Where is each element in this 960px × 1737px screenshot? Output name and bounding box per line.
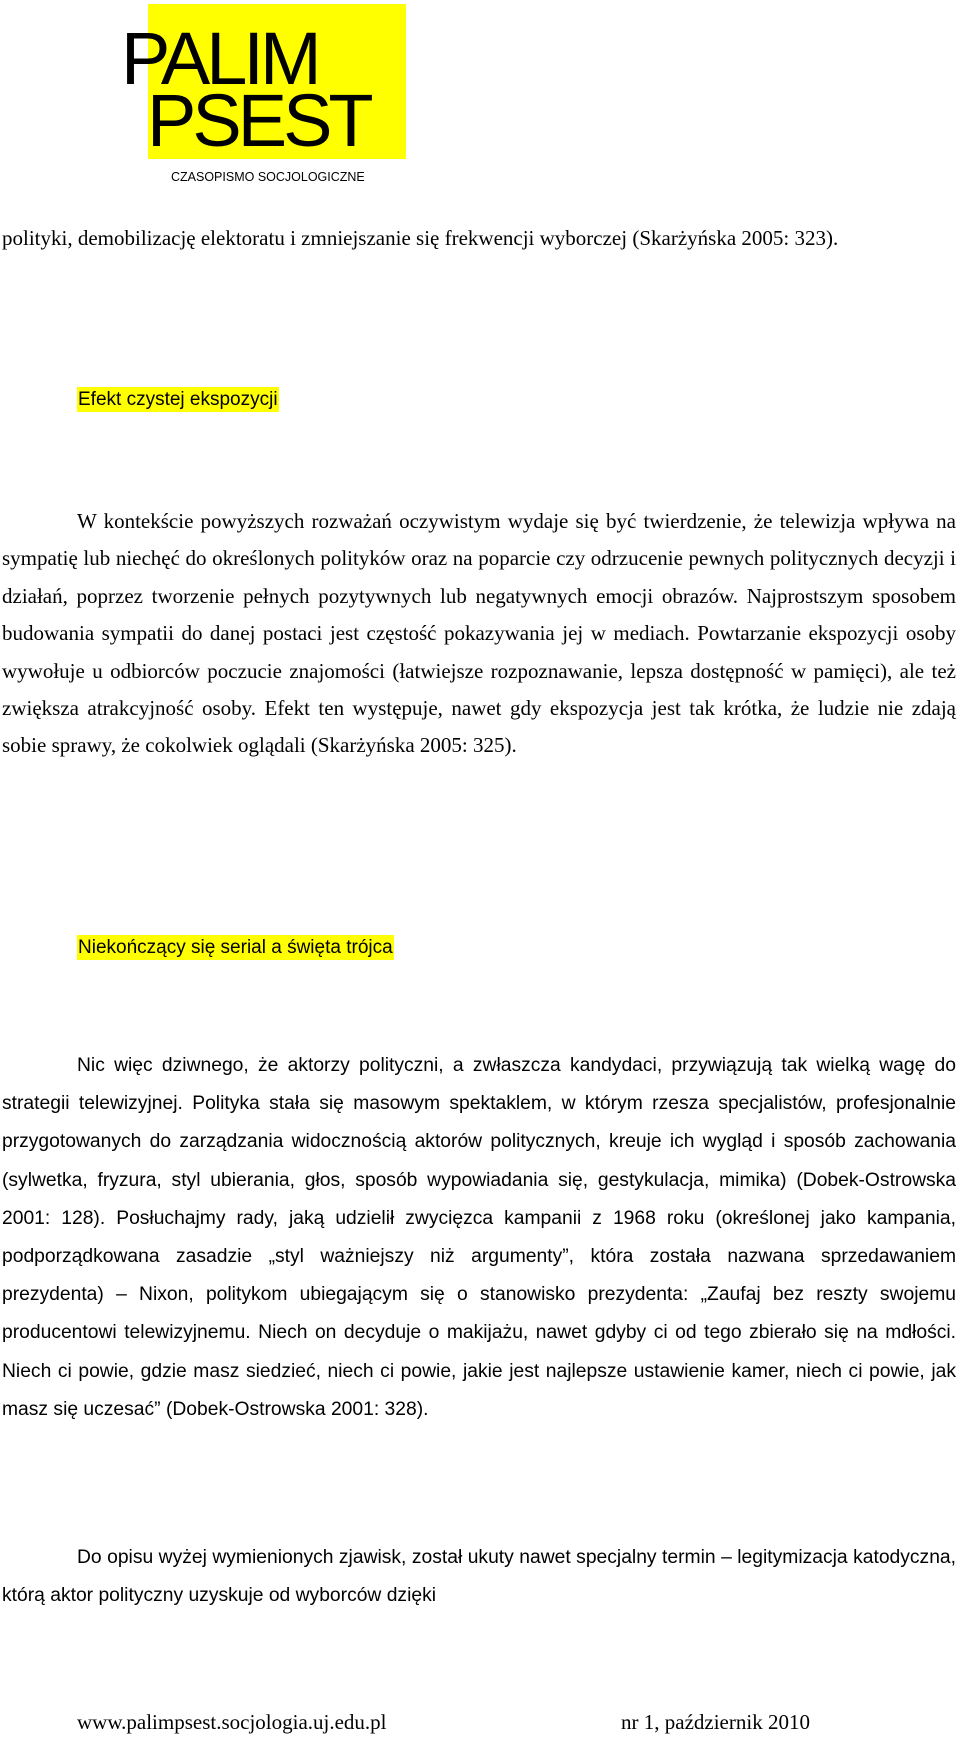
footer-url: www.palimpsest.socjologia.uj.edu.pl bbox=[77, 1710, 387, 1734]
heading-highlight: Efekt czystej ekspozycji bbox=[78, 389, 278, 410]
heading-highlight: Niekończący się serial a święta trójca bbox=[78, 937, 393, 958]
journal-logo bbox=[121, 4, 406, 189]
paragraph-cathodic-legitimation: Do opisu wyżej wymienionych zjawisk, został ukuty nawet specjalny termin – legitymizacja katodyczna, którą aktor polityczny uzyskuje od wyborców dzięki bbox=[2, 1547, 956, 1607]
logo-word-palim: PALIM bbox=[121, 17, 318, 100]
footer-issue: nr 1, październik 2010 bbox=[621, 1710, 810, 1734]
paragraph-pure-exposure: W kontekście powyższych rozważań oczywistym wydaje się być twierdzenie, że telewizja wpływa na sympatię lub niechęć do określonych polityków oraz na poparcie czy odrzucenie pewnych politycznych decyzji i działań, poprzez tworzenie pełnych pozytywnych lub negatywnych emocji obrazów. Najprostszym sposobem budowania sympatii do danej postaci jest częstość pokazywania jej w mediach. Powtarzanie ekspozycji osoby wywołuje u odbiorców poczucie znajomości (łatwiejsze rozpoznawanie, lepsza dostępność w pamięci), ale też zwiększa atrakcyjność osoby. Efekt ten występuje, nawet gdy ekspozycja jest tak krótka, że ludzie nie zdają sobie sprawy, że cokolwiek oglądali (Skarżyńska 2005: 325). bbox=[2, 509, 956, 758]
paragraph-continuation: polityki, demobilizację elektoratu i zmniejszanie się frekwencji wyborczej (Skarżyńska 2005: 323). bbox=[2, 226, 839, 250]
logo-subtitle: CZASOPISMO SOCJOLOGICZNE bbox=[171, 170, 365, 184]
section-heading-serial bbox=[77, 937, 394, 959]
paragraph-television-strategy: Nic więc dziwnego, że aktorzy polityczni, a zwłaszcza kandydaci, przywiązują tak wielką wagę do strategii telewizyjnej. Polityka stała się masowym spektaklem, w którym rzesza specjalistów, profesjonalnie przygotowanych do zarządzania widocznością aktorów politycznych, kreuje ich wygląd i sposób zachowania (sylwetka, fryzura, styl ubierania, głos, sposób wypowiadania się, gestykulacja, mimika) (Dobek-Ostrowska 2001: 128). Posłuchajmy rady, jaką udzielił zwycięzca kampanii z 1968 roku (określonej jako kampania, podporządkowana zasadzie „styl ważniejszy niż argumenty”, która została nazwana sprzedawaniem prezydenta) – Nixon, politykom ubiegającym się o stanowisko prezydenta: „Zaufaj bez reszty swojemu producentowi telewizyjnemu. Niech on decyduje o makijażu, nawet gdyby ci od tego zbierało się na mdłości. Niech ci powie, gdzie masz siedzieć, niech ci powie, jakie jest najlepsze ustawienie kamer, niech ci powie, jak masz się uczesać” (Dobek-Ostrowska 2001: 328). bbox=[2, 1055, 956, 1420]
logo-word-psest: PSEST bbox=[147, 79, 370, 162]
section-heading-pure-exposure bbox=[77, 389, 279, 411]
